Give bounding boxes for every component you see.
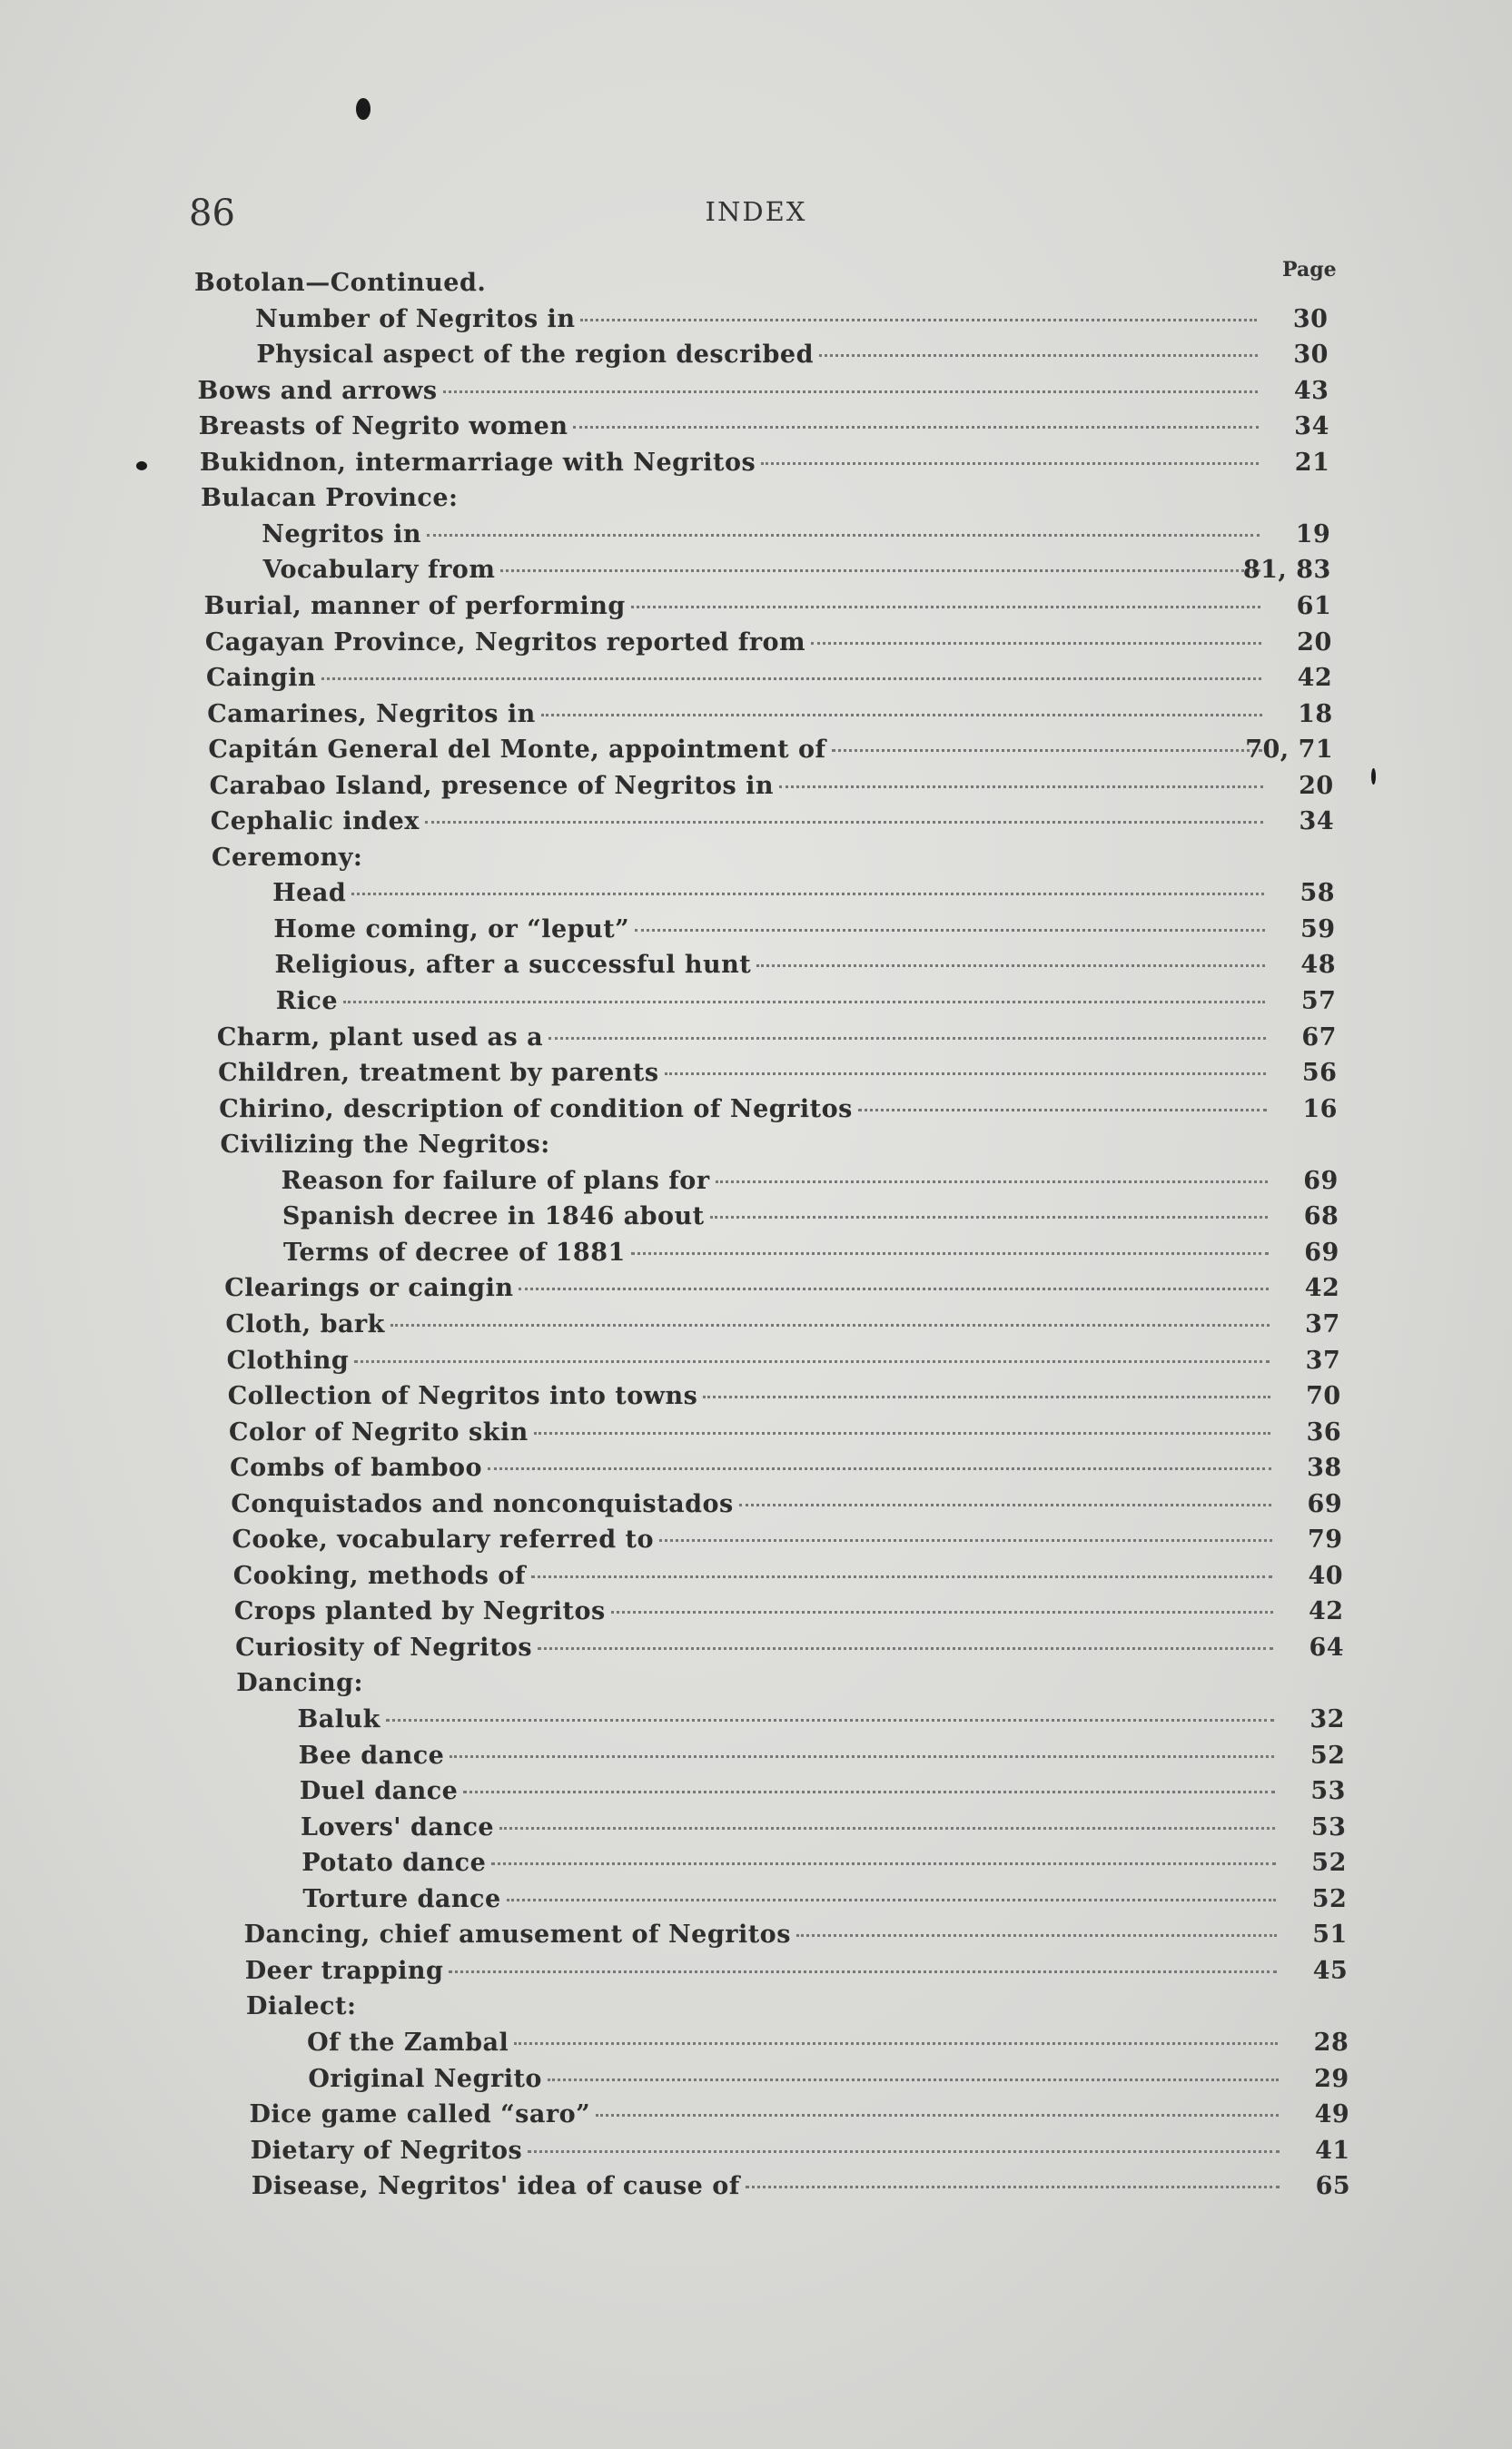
dot-leader	[796, 1934, 1277, 1937]
index-term: Bows and arrows	[197, 376, 438, 405]
index-term: Dice game called “saro”	[249, 2100, 591, 2129]
dot-leader	[519, 1288, 1269, 1290]
dot-leader	[354, 1360, 1270, 1363]
index-term: Camarines, Negritos in	[207, 699, 536, 728]
index-entry	[232, 1526, 1343, 1562]
dot-leader	[450, 1755, 1274, 1758]
index-entry	[299, 1777, 1346, 1813]
dot-leader	[832, 749, 1263, 752]
index-term: Collection of Negritos into towns	[227, 1382, 698, 1411]
index-page-number: 28	[1313, 2028, 1349, 2057]
index-heading	[194, 269, 486, 297]
index-entry	[283, 1238, 1339, 1275]
index-entry	[275, 987, 1337, 1023]
index-page-number: 16	[1302, 1094, 1338, 1123]
index-page-number: 42	[1297, 664, 1333, 693]
index-term: Negritos in	[262, 519, 421, 548]
index-term: Torture dance	[302, 1884, 501, 1913]
index-entry	[232, 1561, 1344, 1598]
index-entry	[210, 807, 1335, 844]
index-page-number: 49	[1314, 2100, 1350, 2129]
index-entry	[302, 1884, 1348, 1921]
index-entry	[226, 1346, 1341, 1383]
page-number: 86	[189, 193, 235, 234]
index-term: Original Negrito	[308, 2064, 542, 2093]
index-entry	[224, 1274, 1340, 1310]
index-entry	[251, 2172, 1351, 2208]
index-entry	[272, 879, 1336, 915]
index-page-number: 70	[1306, 1382, 1341, 1411]
index-page-number: 69	[1307, 1489, 1343, 1518]
index-entry	[281, 1166, 1339, 1203]
index-entry	[297, 1705, 1345, 1742]
index-page-number: 21	[1294, 448, 1330, 477]
index-entry	[255, 304, 1329, 341]
index-page-number: 30	[1292, 304, 1329, 333]
index-term: Of the Zambal	[307, 2028, 509, 2057]
index-heading	[236, 1669, 363, 1697]
index-entry	[216, 1022, 1337, 1060]
dot-leader	[427, 534, 1260, 537]
index-term: Capitán General del Monte, appointment of	[208, 736, 826, 765]
dot-leader	[659, 1539, 1272, 1542]
dot-leader	[499, 1827, 1275, 1830]
index-term: Bee dance	[298, 1741, 445, 1770]
dot-leader	[739, 1504, 1271, 1506]
index-page-number: 32	[1309, 1705, 1345, 1733]
index-entry	[230, 1454, 1342, 1490]
dot-leader	[635, 929, 1264, 932]
dot-leader	[538, 1647, 1273, 1650]
index-page-number: 20	[1299, 771, 1334, 800]
index-term: Carabao Island, presence of Negritos in	[209, 771, 775, 800]
index-entry	[228, 1417, 1342, 1455]
dot-leader	[779, 785, 1263, 788]
index-page-number: 69	[1304, 1238, 1339, 1267]
index-term: Caingin	[206, 664, 317, 693]
index-entry	[231, 1489, 1343, 1526]
dot-leader	[351, 893, 1264, 895]
index-entry	[274, 951, 1336, 987]
index-term: Dialect:	[245, 1992, 357, 2021]
dot-leader	[500, 569, 1260, 572]
index-term: Religious, after a successful hunt	[274, 951, 752, 980]
dot-leader	[716, 1180, 1268, 1183]
index-page-number: 30	[1293, 341, 1329, 370]
index-term: Spanish decree in 1846 about	[282, 1202, 705, 1231]
index-entry	[233, 1597, 1344, 1634]
index-term: Charm, plant used as a	[216, 1022, 544, 1052]
index-page-number: 20	[1297, 627, 1332, 657]
index-entry	[301, 1812, 1347, 1850]
index-term: Civilizing the Negritos:	[220, 1131, 550, 1160]
index-term: Ceremony:	[211, 843, 363, 872]
index-page-number: 42	[1304, 1274, 1340, 1303]
index-term: Combs of bamboo	[230, 1454, 483, 1483]
index-term: Potato dance	[301, 1849, 487, 1878]
index-entry	[209, 771, 1334, 808]
index-page-number: 41	[1315, 2136, 1350, 2165]
dot-leader	[548, 1037, 1266, 1040]
index-term: Cooking, methods of	[232, 1561, 526, 1590]
index-term: Deer trapping	[244, 1956, 444, 1985]
index-page-number: 64	[1309, 1633, 1345, 1662]
dot-leader	[390, 1324, 1270, 1327]
index-page-number: 36	[1306, 1417, 1342, 1447]
dot-leader	[443, 390, 1259, 393]
index-page-number: 52	[1311, 1849, 1347, 1878]
index-entry	[204, 627, 1332, 665]
index-page-number: 48	[1300, 951, 1336, 980]
index-entry	[219, 1094, 1338, 1131]
index-entry	[218, 1059, 1338, 1095]
index-term: Dancing, chief amusement of Negritos	[243, 1921, 791, 1950]
index-page-number: 65	[1315, 2172, 1351, 2201]
index-page-number: 81, 83	[1242, 556, 1331, 585]
index-term: Bulacan Province:	[201, 484, 459, 513]
index-page-number: 43	[1293, 376, 1329, 405]
index-term: Baluk	[297, 1705, 380, 1733]
index-term: Breasts of Negrito women	[198, 412, 568, 441]
dot-leader	[343, 1001, 1265, 1003]
running-head: INDEX	[705, 196, 807, 227]
index-page-number: 51	[1312, 1921, 1348, 1950]
index-entry	[262, 519, 1331, 557]
index-term: Botolan—Continued.	[194, 269, 487, 297]
index-page-number: 52	[1311, 1884, 1348, 1913]
dot-leader	[596, 2114, 1279, 2117]
index-entry	[282, 1202, 1339, 1239]
index-term: Curiosity of Negritos	[235, 1633, 533, 1662]
index-term: Crops planted by Negritos	[233, 1597, 606, 1626]
index-term: Color of Negrito skin	[228, 1417, 529, 1447]
index-page-number: 38	[1307, 1454, 1342, 1483]
dot-leader	[631, 1252, 1269, 1255]
index-entry	[207, 699, 1333, 736]
dot-leader	[463, 1791, 1275, 1793]
index-heading	[220, 1131, 549, 1159]
index-entry	[250, 2136, 1350, 2173]
index-entry	[208, 736, 1334, 772]
index-page-number: 69	[1303, 1166, 1339, 1195]
index-page-number: 58	[1300, 879, 1336, 908]
dot-leader	[631, 606, 1260, 608]
dot-leader	[573, 426, 1258, 429]
index-entry	[301, 1849, 1347, 1885]
index-page-number: 34	[1299, 807, 1335, 836]
index-entry	[262, 556, 1331, 592]
index-heading	[212, 844, 362, 872]
index-term: Number of Negritos in	[255, 304, 576, 333]
index-entry	[199, 448, 1330, 485]
index-page-number: 34	[1294, 412, 1329, 441]
index-term: Head	[272, 879, 347, 908]
dot-leader	[528, 2150, 1279, 2153]
index-page-number: 37	[1305, 1346, 1341, 1375]
index-page-number: 18	[1298, 699, 1333, 728]
dot-leader	[386, 1719, 1274, 1722]
index-term: Cooke, vocabulary referred to	[232, 1526, 654, 1555]
index-term: Clearings or caingin	[224, 1274, 514, 1303]
index-term: Vocabulary from	[262, 556, 496, 585]
dot-leader	[514, 2042, 1278, 2045]
index-page-number: 45	[1312, 1956, 1349, 1985]
dot-leader	[534, 1432, 1270, 1435]
dot-leader	[548, 2079, 1279, 2081]
index-term: Dancing:	[236, 1669, 363, 1698]
index-page-number: 61	[1296, 591, 1332, 620]
index-term: Conquistados and nonconquistados	[231, 1489, 734, 1518]
dot-leader	[746, 2186, 1280, 2188]
index-term: Reason for failure of plans for	[281, 1166, 710, 1195]
dot-leader	[531, 1575, 1272, 1578]
index-page-number: 42	[1308, 1597, 1344, 1626]
index-entry	[197, 376, 1329, 413]
index-term: Cephalic index	[210, 807, 420, 836]
dot-leader	[541, 714, 1262, 716]
index-page-number: 68	[1303, 1202, 1339, 1231]
index-term: Dietary of Negritos	[250, 2136, 523, 2165]
index-entry	[206, 664, 1333, 700]
index-term: Children, treatment by parents	[218, 1059, 659, 1088]
index-page-number: 59	[1300, 914, 1336, 943]
index-entry	[307, 2028, 1349, 2065]
index-term: Burial, manner of performing	[203, 591, 626, 620]
dot-leader	[507, 1899, 1277, 1901]
page-column-label: Page	[1282, 258, 1337, 281]
index-page-number: 29	[1314, 2064, 1349, 2093]
dot-leader	[756, 964, 1265, 967]
index-term: Lovers' dance	[301, 1812, 495, 1842]
dot-leader	[819, 354, 1258, 357]
dot-leader	[761, 462, 1259, 465]
index-page-number: 19	[1295, 519, 1331, 548]
dot-leader	[611, 1611, 1273, 1614]
index-term: Home coming, or “leput”	[273, 914, 630, 943]
dot-leader	[491, 1862, 1276, 1865]
index-entry	[243, 1921, 1348, 1957]
index-page-number: 53	[1310, 1777, 1346, 1806]
index-entry	[235, 1633, 1345, 1670]
index-term: Bukidnon, intermarriage with Negritos	[199, 448, 756, 477]
index-entry	[273, 914, 1336, 952]
dot-leader	[858, 1109, 1267, 1111]
index-page-number: 52	[1309, 1741, 1346, 1770]
index-entry	[198, 412, 1329, 449]
index-page-number: 57	[1300, 987, 1337, 1015]
index-page-number: 40	[1308, 1561, 1344, 1590]
dot-leader	[665, 1072, 1267, 1075]
index-entry	[249, 2100, 1350, 2137]
index-page-number: 67	[1301, 1022, 1337, 1052]
index-term: Physical aspect of the region described	[256, 341, 814, 370]
index-page-number: 56	[1301, 1059, 1338, 1088]
index-entry	[298, 1741, 1346, 1778]
dot-leader	[710, 1216, 1269, 1219]
index-page-number: 79	[1308, 1526, 1343, 1555]
index-entry	[227, 1382, 1341, 1418]
index-term: Cloth, bark	[225, 1309, 385, 1338]
dot-leader	[321, 677, 1261, 680]
index-heading	[246, 1992, 356, 2020]
index-entry	[308, 2064, 1349, 2101]
index-entry	[225, 1309, 1340, 1347]
index-heading	[201, 484, 458, 512]
index-term: Duel dance	[299, 1777, 459, 1806]
dot-leader	[580, 319, 1257, 321]
index-entry	[244, 1956, 1349, 1993]
index-entry	[203, 591, 1332, 628]
dot-leader	[449, 1970, 1277, 1973]
index-page-number: 53	[1310, 1812, 1347, 1842]
index-term: Chirino, description of condition of Negritos	[219, 1094, 853, 1123]
index-page-number: 37	[1305, 1309, 1340, 1338]
dot-leader	[425, 821, 1263, 824]
index-page-number: 70, 71	[1245, 736, 1334, 765]
dot-leader	[811, 642, 1261, 645]
dot-leader	[703, 1396, 1270, 1398]
index-entry	[256, 341, 1329, 377]
index-term: Rice	[275, 987, 339, 1015]
dot-leader	[488, 1467, 1271, 1470]
index-term: Disease, Negritos' idea of cause of	[251, 2172, 740, 2201]
index-term: Cagayan Province, Negritos reported from	[204, 627, 806, 657]
index-term: Terms of decree of 1881	[283, 1238, 626, 1267]
index-term: Clothing	[226, 1346, 350, 1375]
